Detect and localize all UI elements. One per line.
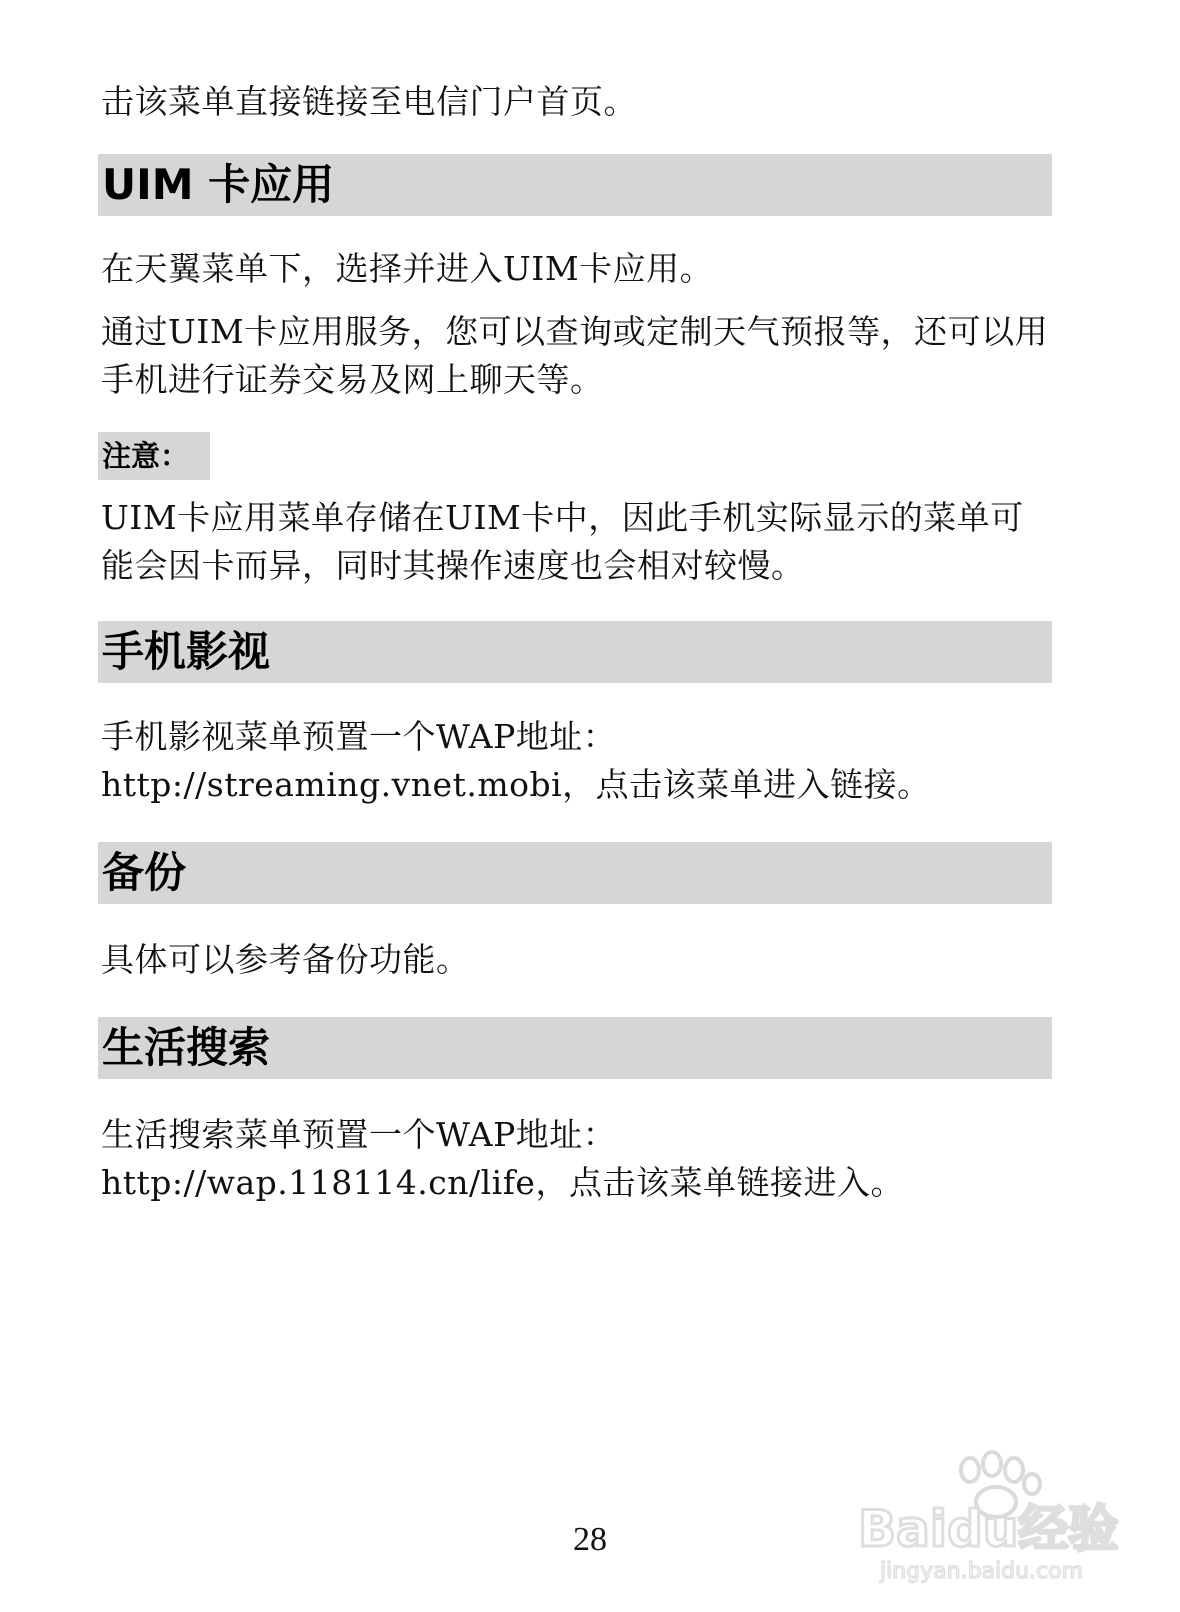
- section-heading-backup: 备份: [98, 842, 1052, 904]
- uim-paragraph-1: 在天翼菜单下，选择并进入UIM卡应用。: [101, 249, 714, 288]
- section-heading-life-search: 生活搜索: [98, 1017, 1052, 1079]
- watermark-url: jingyan.baidu.com: [880, 1559, 1084, 1584]
- uim-note-text: UIM卡应用菜单存储在UIM卡中，因此手机实际显示的菜单可能会因卡而异，同时其操作速度也会相对较慢。: [101, 498, 1024, 585]
- page-number: 28: [573, 1521, 607, 1558]
- section-heading-mobile-video: 手机影视: [98, 621, 1052, 683]
- note-label: 注意：: [98, 432, 210, 480]
- watermark-brand: Baidu经验: [858, 1500, 1119, 1558]
- baidu-jingyan-watermark: [850, 1450, 1140, 1590]
- uim-paragraph-2: 通过UIM卡应用服务，您可以查询或定制天气预报等，还可以用手机进行证券交易及网上聊天等。: [101, 312, 1049, 399]
- mobile-video-paragraph: 手机影视菜单预置一个WAP地址：http://streaming.vnet.mobi，点击该菜单进入链接。: [101, 717, 931, 804]
- backup-paragraph: 具体可以参考备份功能。: [101, 940, 470, 979]
- intro-paragraph: 击该菜单直接链接至电信门户首页。: [101, 82, 637, 121]
- life-search-paragraph: 生活搜索菜单预置一个WAP地址：http://wap.118114.cn/life，点击该菜单链接进入。: [101, 1115, 904, 1202]
- paw-logo-icon: [850, 1450, 1140, 1590]
- section-heading-uim-card-apps: UIM 卡应用: [98, 154, 1052, 216]
